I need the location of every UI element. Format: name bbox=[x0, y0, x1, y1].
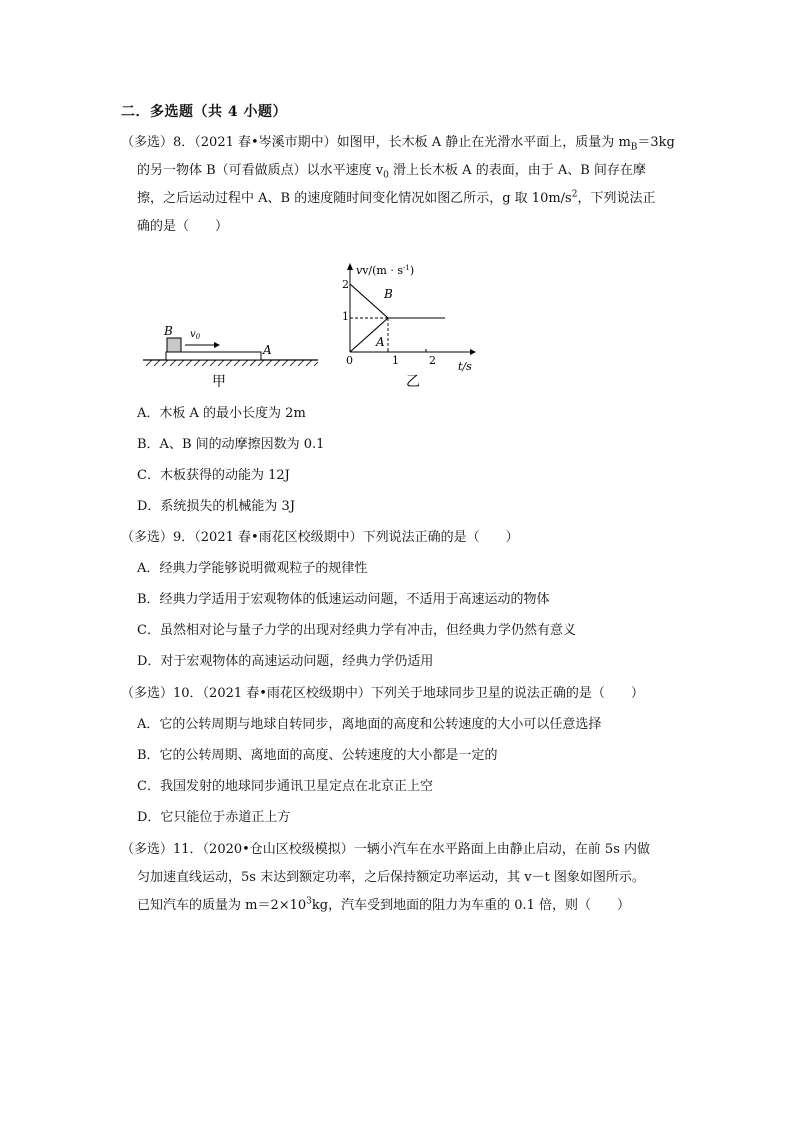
section-title: 二．多选题（共 4 小题） bbox=[121, 104, 287, 120]
question-9-stem: （多选）9．（2021 春•雨花区校级期中）下列说法正确的是（ ） bbox=[121, 530, 519, 545]
x-axis-arrow bbox=[470, 349, 476, 355]
x-axis-label: t/s bbox=[458, 360, 472, 373]
question-8-line-3: 擦，之后运动过程中 A、B 的速度随时间变化情况如图乙所示，g 取 $10m/s^2$，下列说法正 bbox=[137, 189, 656, 206]
q8-option-c: C．木板获得的动能为 12J bbox=[137, 468, 290, 483]
series-label-b: B bbox=[384, 287, 393, 301]
ground-hatching bbox=[146, 360, 318, 366]
question-9 bbox=[121, 524, 711, 552]
label-v0: $v_0$ bbox=[190, 329, 201, 341]
figure-vt-graph bbox=[330, 262, 480, 390]
caption-jia: 甲 bbox=[212, 374, 226, 390]
question-8 bbox=[121, 129, 711, 241]
question-11-line-3: 已知汽车的质量为 $m=2\times 10^3kg$，汽车受到地面的阻力为车重的 0.1 倍，则（ ） bbox=[137, 896, 631, 913]
series-label-a: A bbox=[376, 335, 385, 349]
label-a: A bbox=[263, 343, 272, 357]
q9-option-b: B．经典力学适用于宏观物体的低速运动问题，不适用于高速运动的物体 bbox=[137, 592, 550, 607]
q10-option-a: A．它的公转周期与地球自转同步，离地面的高度和公转速度的大小可以任意选择 bbox=[137, 717, 602, 732]
question-8-line-4: 确的是（ ） bbox=[137, 219, 229, 234]
block-b bbox=[167, 338, 181, 352]
q8-option-a: A．木板 A 的最小长度为 2m bbox=[137, 406, 306, 421]
label-b: B bbox=[164, 324, 173, 338]
y-tick-1: 1 bbox=[342, 310, 349, 323]
q10-option-b: B．它的公转周期、离地面的高度、公转速度的大小都是一定的 bbox=[137, 748, 498, 763]
question-10 bbox=[121, 680, 711, 708]
q8-option-d: D．系统损失的机械能为 3J bbox=[137, 499, 296, 514]
question-11-line-2: 匀加速直线运动，5s 末达到额定功率，之后保持额定功率运动，其 v－t 图象如图所示。 bbox=[137, 870, 645, 885]
q10-option-c: C．我国发射的地球同步通讯卫星定点在北京正上空 bbox=[137, 779, 433, 794]
question-11 bbox=[121, 836, 711, 920]
origin-label: 0 bbox=[346, 354, 353, 367]
question-10-stem: （多选）10．（2021 春•雨花区校级期中）下列关于地球同步卫星的说法正确的是（ ） bbox=[121, 686, 644, 701]
q9-option-a: A．经典力学能够说明微观粒子的规律性 bbox=[137, 561, 368, 576]
q9-option-d: D．对于宏观物体的高速运动问题，经典力学仍适用 bbox=[137, 654, 434, 669]
board-a bbox=[166, 352, 261, 360]
y-axis-label: $vv/(m \cdot s^{-1})$ bbox=[356, 264, 415, 277]
question-8-line-1: （多选）8．（2021 春•岑溪市期中）如图甲，长木板 A 静止在光滑水平面上，质量为 $m_B=3kg$ bbox=[121, 135, 675, 153]
y-tick-2: 2 bbox=[342, 278, 349, 291]
question-11-line-1: （多选）11．（2020•仓山区校级模拟）一辆小汽车在水平路面上由静止启动，在前 5s 内做 bbox=[121, 842, 651, 857]
q10-option-d: D．它只能位于赤道正上方 bbox=[137, 810, 291, 825]
chart-marks bbox=[350, 284, 445, 352]
q8-option-b: B．A、B 间的动摩擦因数为 0.1 bbox=[137, 437, 325, 452]
q9-option-c: C．虽然相对论与量子力学的出现对经典力学有冲击，但经典力学仍然有意义 bbox=[137, 623, 576, 638]
x-tick-2: 2 bbox=[429, 354, 436, 367]
x-tick-1: 1 bbox=[392, 354, 399, 367]
series-line-a bbox=[350, 318, 445, 352]
caption-yi: 乙 bbox=[406, 374, 420, 390]
figure-board-diagram bbox=[138, 316, 323, 391]
y-axis-arrow bbox=[347, 263, 353, 270]
question-8-line-2: 的另一物体 B（可看做质点）以水平速度 $v_0$ 滑上长木板 A 的表面，由于 A、B 间存在摩 bbox=[137, 163, 646, 181]
velocity-arrow-head bbox=[214, 342, 220, 348]
series-line-b bbox=[350, 284, 445, 318]
